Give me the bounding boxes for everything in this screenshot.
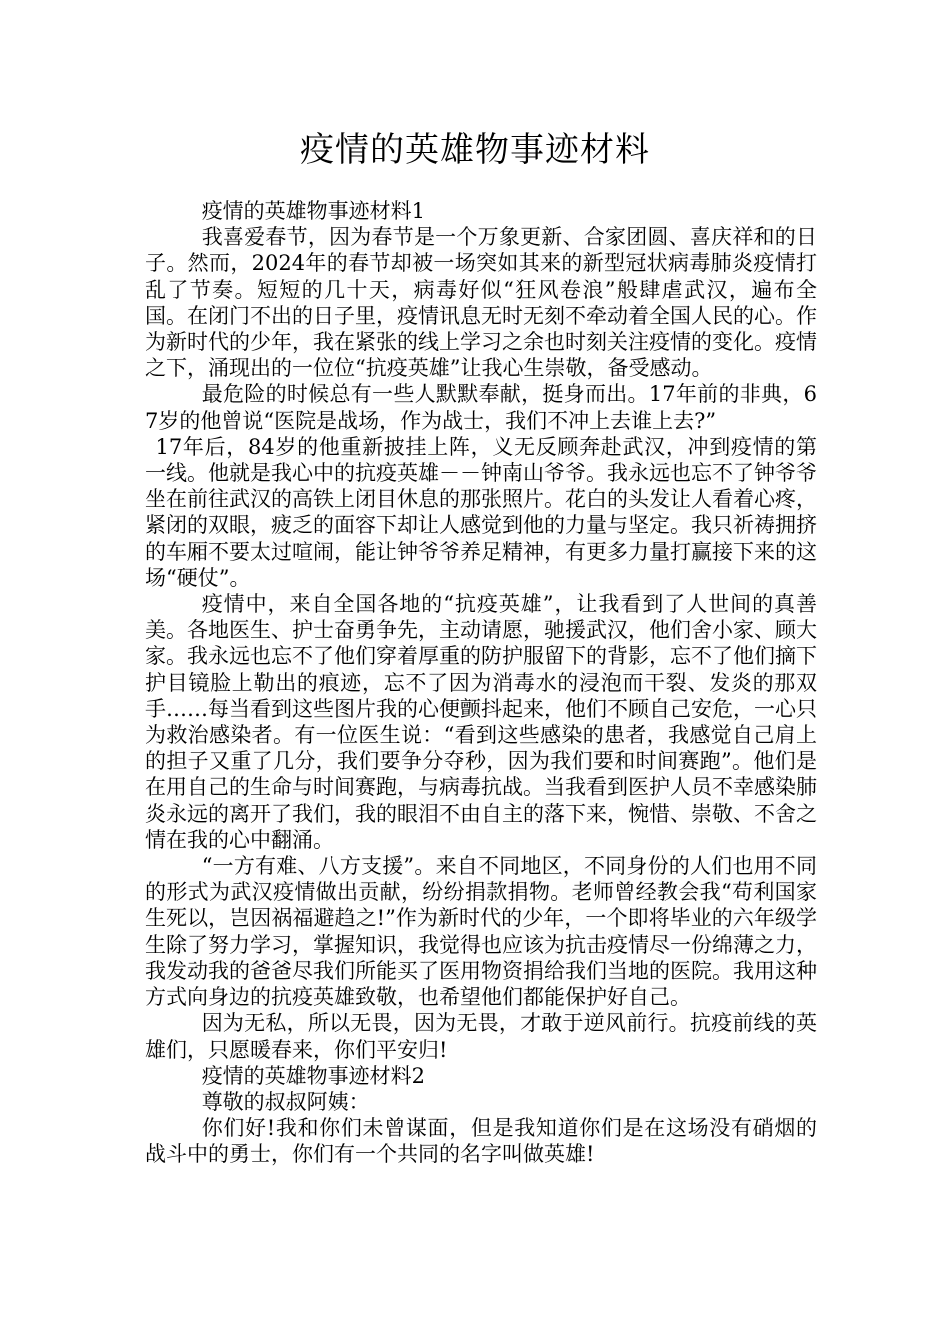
salutation: 尊敬的叔叔阿姨： <box>201 1089 370 1114</box>
paragraph: 我喜爱春节，因为春节是一个万象更新、合家团圆、喜庆祥和的日子。然而，2024年的春节却被一场突如其来的新型冠状病毒肺炎疫情打乱了节奏。短短的几十天，病毒好似“狂风卷浪”般肆虐武汉，遍布全国。在闭门不出的日子里，疫情讯息无时无刻不牵动着全国人民的心。作为新时代的少年，我在紧张的线上学习之余也时刻关注疫情的变化。疫情之下，涌现出的一位位“抗疫英雄”让我心生崇敬，备受感动。 <box>145 225 817 381</box>
paragraph: 你们好!我和你们未曾谋面，但是我知道你们是在这场没有硝烟的战斗中的勇士，你们有一个共同的名字叫做英雄! <box>145 1116 817 1167</box>
document-title: 疫情的英雄物事迹材料 <box>300 130 650 170</box>
section-heading-2: 疫情的英雄物事迹材料2 <box>201 1063 426 1088</box>
paragraph: 17年后，84岁的他重新披挂上阵，义无反顾奔赴武汉，冲到疫情的第一线。他就是我心中的抗疫英雄－－钟南山爷爷。我永远也忘不了钟爷爷坐在前往武汉的高铁上闭目休息的那张照片。花白的头发让人看着心疼，紧闭的双眼，疲乏的面容下却让人感觉到他的力量与坚定。我只祈祷拥挤的车厢不要太过喧闹，能让钟爷爷养足精神，有更多力量打赢接下来的这场“硬仗”。 <box>145 434 817 590</box>
paragraph: 因为无私，所以无畏，因为无畏，才敢于逆风前行。抗疫前线的英雄们，只愿暖春来，你们平安归! <box>145 1011 817 1062</box>
paragraph: 最危险的时候总有一些人默默奉献，挺身而出。17年前的非典，67岁的他曾说“医院是战场，作为战士，我们不冲上去谁上去?” <box>145 382 817 433</box>
paragraph: 疫情中，来自全国各地的“抗疫英雄”，让我看到了人世间的真善美。各地医生、护士奋勇争先，主动请愿，驰援武汉，他们舍小家、顾大家。我永远也忘不了他们穿着厚重的防护服留下的背影，忘不了他们摘下护目镜脸上勒出的痕迹，忘不了因为消毒水的浸泡而干裂、发炎的那双手……每当看到这些图片我的心便颤抖起来，他们不顾自己安危，一心只为救治感染者。有一位医生说：“看到这些感染的患者，我感觉自己肩上的担子又重了几分，我们要争分夺秒，因为我们要和时间赛跑”。他们是在用自己的生命与时间赛跑，与病毒抗战。当我看到医护人员不幸感染肺炎永远的离开了我们，我的眼泪不由自主的落下来，惋惜、崇敬、不舍之情在我的心中翻涌。 <box>145 592 817 852</box>
paragraph: “一方有难、八方支援”。来自不同地区，不同身份的人们也用不同的形式为武汉疫情做出贡献，纷纷捐款捐物。老师曾经教会我“苟利国家生死以，岂因祸福避趋之!”作为新时代的少年，一个即将毕业的六年级学生除了努力学习，掌握知识，我觉得也应该为抗击疫情尽一份绵薄之力，我发动我的爸爸尽我们所能买了医用物资捐给我们当地的医院。我用这种方式向身边的抗疫英雄致敬，也希望他们都能保护好自己。 <box>145 854 817 1010</box>
section-heading-1: 疫情的英雄物事迹材料1 <box>201 199 426 223</box>
document-body <box>145 198 817 1168</box>
